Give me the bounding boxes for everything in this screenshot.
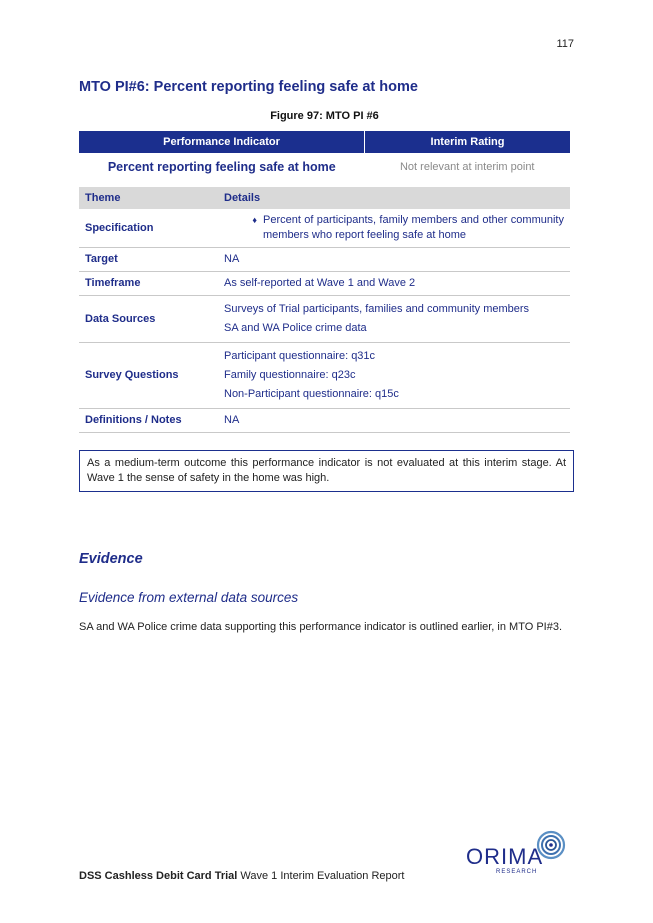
diamond-bullet-icon: ♦ xyxy=(252,215,257,225)
theme-data-sources: Data Sources xyxy=(79,296,218,343)
specification-text: Percent of participants, family members and other community members who report feeling safe at home xyxy=(263,214,564,241)
pi-rating-value: Not relevant at interim point xyxy=(399,161,535,173)
detail-data-sources xyxy=(218,296,570,343)
table-row xyxy=(79,343,570,409)
detail-timeframe: As self-reported at Wave 1 and Wave 2 xyxy=(218,272,570,296)
performance-indicator-table xyxy=(79,131,570,181)
pi-header-indicator: Performance Indicator xyxy=(79,131,365,153)
theme-timeframe: Timeframe xyxy=(79,272,218,296)
detail-target: NA xyxy=(218,248,570,272)
logo-subtitle: RESEARCH xyxy=(496,869,538,875)
detail-definitions: NA xyxy=(218,409,570,433)
theme-specification: Specification xyxy=(79,209,218,248)
theme-survey-questions: Survey Questions xyxy=(79,343,218,409)
survey-question-item: Non-Participant questionnaire: q15c xyxy=(224,388,399,400)
figure-caption: Figure 97: MTO PI #6 xyxy=(270,110,379,122)
evidence-subheading: Evidence from external data sources xyxy=(79,590,299,605)
footer-rest: Wave 1 Interim Evaluation Report xyxy=(237,870,405,882)
table-row xyxy=(79,248,570,272)
table-row xyxy=(79,296,570,343)
page-number: 117 xyxy=(556,38,574,50)
data-source-item: Surveys of Trial participants, families and community members xyxy=(224,303,530,315)
details-table xyxy=(79,187,570,433)
table-row xyxy=(79,409,570,433)
detail-survey-questions xyxy=(218,343,570,409)
evidence-text: SA and WA Police crime data supporting this performance indicator is outlined earlier, in MTO PI#3. xyxy=(79,621,563,633)
theme-target: Target xyxy=(79,248,218,272)
survey-question-item: Family questionnaire: q23c xyxy=(224,369,356,381)
details-header-details: Details xyxy=(218,187,570,209)
data-source-item: SA and WA Police crime data xyxy=(224,322,367,334)
pi-header-rating: Interim Rating xyxy=(365,131,571,153)
survey-question-item: Participant questionnaire: q31c xyxy=(224,350,376,362)
pi-indicator-value: Percent reporting feeling safe at home xyxy=(107,160,336,174)
detail-specification xyxy=(218,209,570,248)
footer-bold-title: DSS Cashless Debit Card Trial xyxy=(79,870,238,882)
table-row xyxy=(79,209,570,248)
theme-definitions: Definitions / Notes xyxy=(79,409,218,433)
logo-wordmark: ORIMA xyxy=(466,844,544,869)
section-heading: MTO PI#6: Percent reporting feeling safe at home xyxy=(79,79,418,95)
table-row xyxy=(79,272,570,296)
orima-logo xyxy=(466,830,576,880)
evidence-heading: Evidence xyxy=(79,551,143,567)
interim-note-box: As a medium-term outcome this performance indicator is not evaluated at this interim stage. At Wave 1 the sense of safety in the home was high. xyxy=(79,450,574,492)
details-header-theme: Theme xyxy=(79,187,218,209)
page-footer xyxy=(79,870,404,882)
